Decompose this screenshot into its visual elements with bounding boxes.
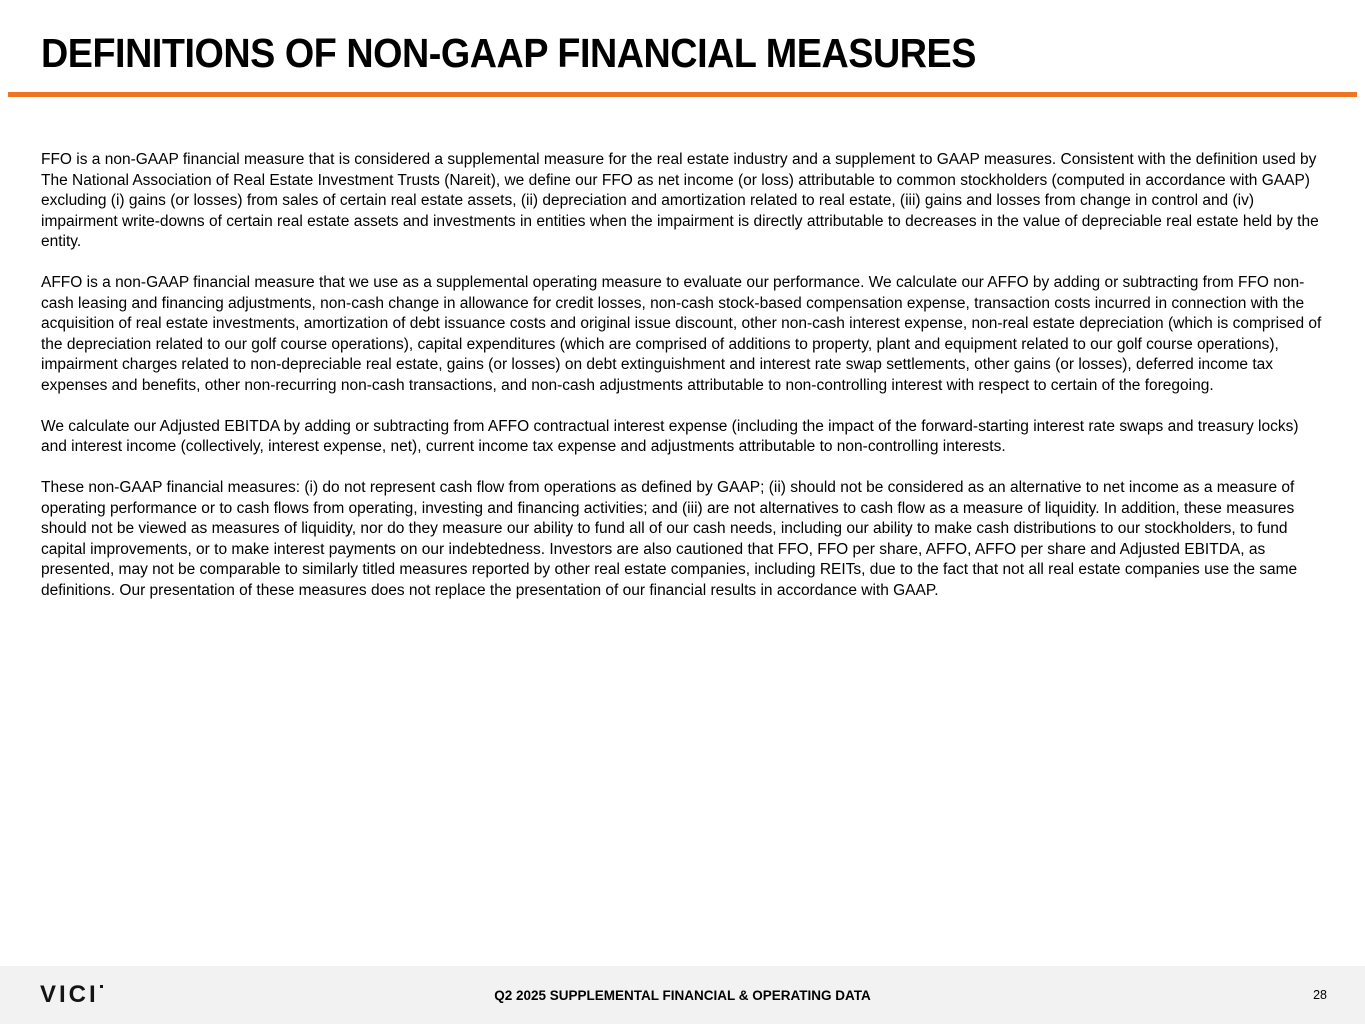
vici-logo-text: VICI — [40, 981, 99, 1008]
footer — [0, 966, 1365, 1024]
page-number: 28 — [1313, 988, 1327, 1002]
page-title: DEFINITIONS OF NON-GAAP FINANCIAL MEASURES — [41, 30, 976, 76]
vici-logo-mark — [100, 985, 103, 988]
header — [0, 0, 1365, 77]
paragraph-adjusted-ebitda-definition: We calculate our Adjusted EBITDA by adding or subtracting from AFFO contractual interest expense (including the impact of the forward-starting interest rate swaps and treasury locks) and interest income (collectively, interest expense, net), current income tax expense and adjustments attributable to non-controlling interests. — [41, 417, 1299, 456]
paragraph-affo-definition: AFFO is a non-GAAP financial measure that we use as a supplemental operating measure to evaluate our performance. We calculate our AFFO by adding or subtracting from FFO non-cash leasing and financing adjustments, non-cash change in allowance for credit losses, non-cash stock-based compensation expense, transaction costs incurred in connection with the acquisition of real estate investments, amortization of debt issuance costs and original issue discount, other non-cash interest expense, non-real estate depreciation (which is comprised of the depreciation related to our golf course operations), capital expenditures (which are comprised of additions to property, plant and equipment related to our golf course operations), impairment charges related to non-depreciable real estate, gains (or losses) on debt extinguishment and interest rate swap settlements, other gains (or losses), deferred income tax expenses and benefits, other non-recurring non-cash transactions, and non-cash adjustments attributable to non-controlling interest with respect to certain of the foregoing. — [41, 274, 1322, 395]
vici-logo — [40, 983, 103, 1007]
body-text — [0, 97, 1365, 602]
paragraph-disclaimer: These non-GAAP financial measures: (i) do not represent cash flow from operations as defined by GAAP; (ii) should not be considered as an alternative to net income as a measure of operating performance or to cash flows from operating, investing and financing activities; and (iii) are not alternatives to cash flow as a measure of liquidity. In addition, these measures should not be viewed as measures of liquidity, nor do they measure our ability to fund all of our cash needs, including our ability to make cash distributions to our stockholders, to fund capital improvements, or to make interest payments on our indebtedness. Investors are also cautioned that FFO, FFO per share, AFFO, AFFO per share and Adjusted EBITDA, as presented, may not be comparable to similarly titled measures reported by other real estate companies, including REITs, due to the fact that not all real estate companies use the same definitions. Our presentation of these measures does not replace the presentation of our financial results in accordance with GAAP. — [41, 478, 1298, 599]
paragraph-ffo-definition: FFO is a non-GAAP financial measure that is considered a supplemental measure for the real estate industry and a supplement to GAAP measures. Consistent with the definition used by The National Association of Real Estate Investment Trusts (Nareit), we define our FFO as net income (or loss) attributable to common stockholders (computed in accordance with GAAP) excluding (i) gains (or losses) from sales of certain real estate assets, (ii) depreciation and amortization related to real estate, (iii) gains and losses from change in control and (iv) impairment write-downs of certain real estate assets and investments in entities when the impairment is directly attributable to decreases in the value of depreciable real estate held by the entity. — [41, 151, 1319, 251]
footer-title: Q2 2025 SUPPLEMENTAL FINANCIAL & OPERATING DATA — [494, 987, 871, 1003]
